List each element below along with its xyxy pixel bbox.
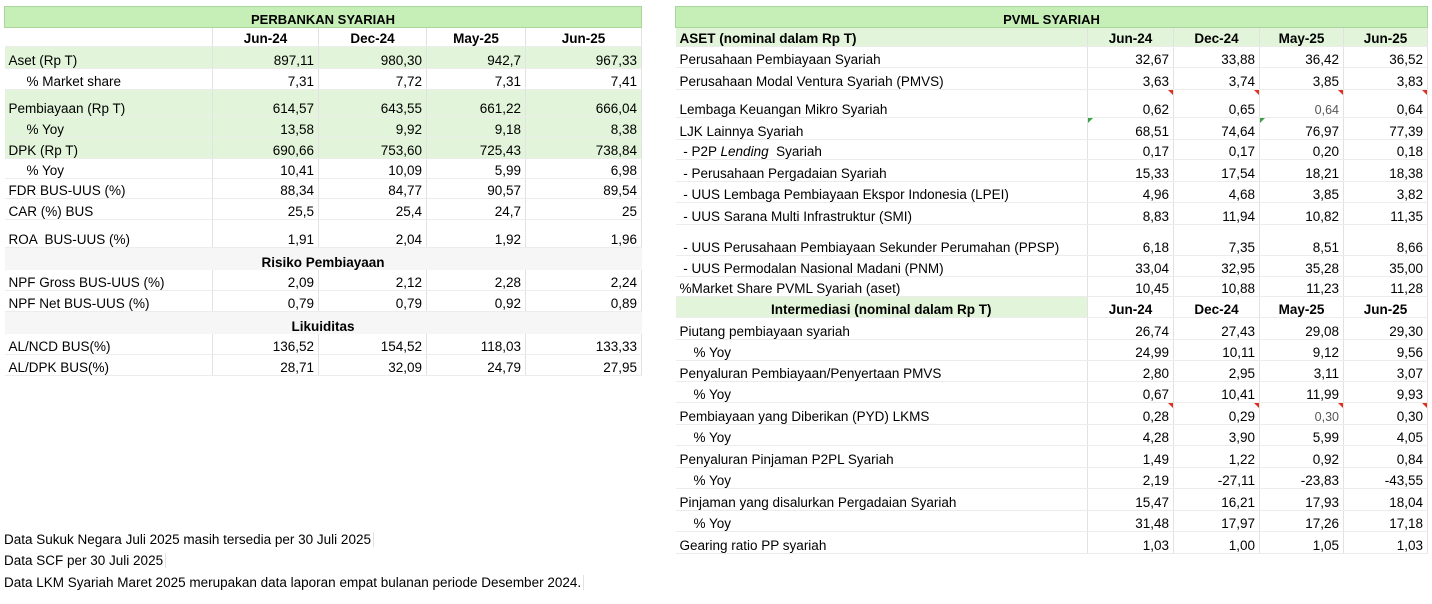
value-cell: 8,38 xyxy=(526,117,642,138)
table-row xyxy=(5,159,642,179)
table-row xyxy=(676,90,1428,118)
value-cell: 643,55 xyxy=(319,90,427,117)
row-label: % Yoy xyxy=(676,340,1088,361)
value-cell: 18,21 xyxy=(1260,160,1344,182)
table-row xyxy=(676,277,1428,297)
value-cell: 980,30 xyxy=(319,47,427,69)
value-cell: 32,67 xyxy=(1088,47,1174,68)
value-cell: 29,08 xyxy=(1260,318,1344,340)
row-label: DPK (Rp T) xyxy=(5,138,213,159)
value-cell: 2,28 xyxy=(427,270,526,291)
value-cell: 15,33 xyxy=(1088,160,1174,182)
value-cell: 4,68 xyxy=(1174,182,1260,203)
value-cell: 1,92 xyxy=(427,220,526,248)
value-cell: 13,58 xyxy=(213,117,319,138)
row-label: % Yoy xyxy=(676,382,1088,403)
table-row xyxy=(676,468,1428,489)
table-row xyxy=(5,138,642,159)
value-cell: 9,18 xyxy=(427,117,526,138)
row-label: CAR (%) BUS xyxy=(5,199,213,220)
value-cell: 35,28 xyxy=(1260,256,1344,277)
table-row xyxy=(676,256,1428,277)
value-cell: 25,4 xyxy=(319,199,427,220)
table-row xyxy=(676,118,1428,140)
row-label-italic: Lending xyxy=(720,144,769,159)
table-row xyxy=(5,291,642,312)
value-cell: 2,95 xyxy=(1174,361,1260,382)
value-cell: 3,85 xyxy=(1260,68,1344,90)
value-cell: 31,48 xyxy=(1088,511,1174,532)
value-cell: 0,17 xyxy=(1088,140,1174,160)
value-cell: 2,80 xyxy=(1088,361,1174,382)
value-cell: 3,82 xyxy=(1344,182,1428,203)
value-cell: 1,03 xyxy=(1344,532,1428,554)
value-cell: 3,07 xyxy=(1344,361,1428,382)
value-cell: 1,03 xyxy=(1088,532,1174,554)
value-cell: 11,23 xyxy=(1260,277,1344,297)
value-cell: 1,96 xyxy=(526,220,642,248)
col-header: Dec-24 xyxy=(319,28,427,47)
row-label: Gearing ratio PP syariah xyxy=(676,532,1088,554)
value-cell: 1,91 xyxy=(213,220,319,248)
value-cell: 0,84 xyxy=(1344,446,1428,468)
col-header: Jun-25 xyxy=(1344,297,1428,318)
row-label: % Yoy xyxy=(676,468,1088,489)
row-label: Pembiayaan (Rp T) xyxy=(5,90,213,117)
value-cell: 90,57 xyxy=(427,179,526,199)
row-label: NPF Gross BUS-UUS (%) xyxy=(5,270,213,291)
col-header: May-25 xyxy=(1260,297,1344,318)
value-cell: 88,34 xyxy=(213,179,319,199)
value-cell: 24,79 xyxy=(427,355,526,376)
col-header: May-25 xyxy=(427,28,526,47)
footnote: Data SCF per 30 Juli 2025 xyxy=(4,553,166,568)
intermediasi-header: Intermediasi (nominal dalam Rp T) xyxy=(676,297,1088,318)
value-cell: 942,7 xyxy=(427,47,526,69)
table-row xyxy=(5,90,642,117)
value-cell: 3,90 xyxy=(1174,425,1260,446)
row-label: % Yoy xyxy=(5,117,213,138)
value-cell: 154,52 xyxy=(319,334,427,355)
value-cell: 10,45 xyxy=(1088,277,1174,297)
row-label: % Yoy xyxy=(676,511,1088,532)
value-cell: 15,47 xyxy=(1088,489,1174,511)
value-cell: 2,09 xyxy=(213,270,319,291)
value-cell: 0,65 xyxy=(1174,90,1260,118)
liquidity-section-title: Likuiditas xyxy=(5,312,642,334)
value-cell: 9,93 xyxy=(1344,382,1428,403)
value-cell: 0,64 xyxy=(1344,90,1428,118)
value-cell: 29,30 xyxy=(1344,318,1428,340)
value-cell: 9,56 xyxy=(1344,340,1428,361)
col-header: Jun-24 xyxy=(213,28,319,47)
value-cell: 17,93 xyxy=(1260,489,1344,511)
col-header: Dec-24 xyxy=(1174,28,1260,47)
value-cell: 7,72 xyxy=(319,69,427,90)
value-cell: 25,5 xyxy=(213,199,319,220)
value-cell: 725,43 xyxy=(427,138,526,159)
row-label: - Perusahaan Pergadaian Syariah xyxy=(676,160,1088,182)
value-cell: 7,35 xyxy=(1174,225,1260,256)
table-row xyxy=(676,68,1428,90)
value-cell: 661,22 xyxy=(427,90,526,117)
value-cell: 17,26 xyxy=(1260,511,1344,532)
table-row xyxy=(676,225,1428,256)
table-row xyxy=(676,489,1428,511)
value-cell: 1,00 xyxy=(1174,532,1260,554)
value-cell: -43,55 xyxy=(1344,468,1428,489)
row-label: Pembiayaan yang Diberikan (PYD) LKMS xyxy=(676,403,1088,425)
value-cell: 17,97 xyxy=(1174,511,1260,532)
table-row xyxy=(5,199,642,220)
row-label: - UUS Lembaga Pembiayaan Ekspor Indonesia (LPEI) xyxy=(676,182,1088,203)
pvml-title: PVML SYARIAH xyxy=(676,7,1428,28)
table-row xyxy=(5,355,642,376)
col-header: Jun-24 xyxy=(1088,28,1174,47)
value-cell: 4,05 xyxy=(1344,425,1428,446)
value-cell: 24,99 xyxy=(1088,340,1174,361)
row-label: Perusahaan Modal Ventura Syariah (PMVS) xyxy=(676,68,1088,90)
value-cell: 11,28 xyxy=(1344,277,1428,297)
value-cell: 35,00 xyxy=(1344,256,1428,277)
value-cell: 0,79 xyxy=(319,291,427,312)
col-header: Dec-24 xyxy=(1174,297,1260,318)
value-cell: 3,11 xyxy=(1260,361,1344,382)
table-row xyxy=(676,382,1428,403)
table-row xyxy=(676,160,1428,182)
table-row xyxy=(676,532,1428,554)
footnote: Data Sukuk Negara Juli 2025 masih tersedia per 30 Juli 2025 xyxy=(4,532,374,547)
value-cell: 36,52 xyxy=(1344,47,1428,68)
row-label xyxy=(676,140,1088,160)
col-header: Jun-25 xyxy=(526,28,642,47)
value-cell: 5,99 xyxy=(427,159,526,179)
value-cell: 7,31 xyxy=(427,69,526,90)
value-cell: 0,17 xyxy=(1174,140,1260,160)
row-label: Perusahaan Pembiayaan Syariah xyxy=(676,47,1088,68)
value-cell: 2,04 xyxy=(319,220,427,248)
value-cell: 2,24 xyxy=(526,270,642,291)
table-row xyxy=(676,203,1428,225)
table-row xyxy=(5,334,642,355)
value-cell: 8,83 xyxy=(1088,203,1174,225)
value-cell: 0,30 xyxy=(1344,403,1428,425)
table-row xyxy=(676,446,1428,468)
table-row xyxy=(5,117,642,138)
value-cell: 738,84 xyxy=(526,138,642,159)
value-cell: 5,99 xyxy=(1260,425,1344,446)
value-cell: 0,79 xyxy=(213,291,319,312)
footnote: Data LKM Syariah Maret 2025 merupakan data laporan empat bulanan periode Desember 2024. xyxy=(4,575,584,590)
value-cell: 17,54 xyxy=(1174,160,1260,182)
value-cell: 26,74 xyxy=(1088,318,1174,340)
value-cell: 74,64 xyxy=(1174,118,1260,140)
value-cell: 9,92 xyxy=(319,117,427,138)
value-cell: 84,77 xyxy=(319,179,427,199)
perbankan-title: PERBANKAN SYARIAH xyxy=(5,7,642,28)
row-label: % Yoy xyxy=(676,425,1088,446)
value-cell: 10,09 xyxy=(319,159,427,179)
table-row xyxy=(676,140,1428,160)
value-cell: 0,67 xyxy=(1088,382,1174,403)
value-cell: 68,51 xyxy=(1088,118,1174,140)
row-label: ROA BUS-UUS (%) xyxy=(5,220,213,248)
value-cell: 16,21 xyxy=(1174,489,1260,511)
value-cell: 0,30 xyxy=(1260,403,1344,425)
row-label: LJK Lainnya Syariah xyxy=(676,118,1088,140)
value-cell: 76,97 xyxy=(1260,118,1344,140)
value-cell: 10,88 xyxy=(1174,277,1260,297)
value-cell: 136,52 xyxy=(213,334,319,355)
value-cell: 27,43 xyxy=(1174,318,1260,340)
value-cell: 10,41 xyxy=(213,159,319,179)
row-label: %Market Share PVML Syariah (aset) xyxy=(676,277,1088,297)
value-cell: 17,18 xyxy=(1344,511,1428,532)
risk-section-title: Risiko Pembiayaan xyxy=(5,248,642,270)
value-cell: 133,33 xyxy=(526,334,642,355)
value-cell: 0,92 xyxy=(1260,446,1344,468)
value-cell: 3,83 xyxy=(1344,68,1428,90)
value-cell: 18,38 xyxy=(1344,160,1428,182)
row-label: % Yoy xyxy=(5,159,213,179)
value-cell: -23,83 xyxy=(1260,468,1344,489)
row-label: Aset (Rp T) xyxy=(5,47,213,69)
value-cell: 11,94 xyxy=(1174,203,1260,225)
value-cell: 24,7 xyxy=(427,199,526,220)
table-row xyxy=(676,511,1428,532)
row-label: - UUS Sarana Multi Infrastruktur (SMI) xyxy=(676,203,1088,225)
value-cell: 897,11 xyxy=(213,47,319,69)
row-label: NPF Net BUS-UUS (%) xyxy=(5,291,213,312)
table-row xyxy=(676,318,1428,340)
value-cell: 77,39 xyxy=(1344,118,1428,140)
row-label: AL/NCD BUS(%) xyxy=(5,334,213,355)
value-cell: 3,74 xyxy=(1174,68,1260,90)
value-cell: 0,62 xyxy=(1088,90,1174,118)
aset-header: ASET (nominal dalam Rp T) xyxy=(676,28,1088,47)
row-label: Penyaluran Pembiayaan/Penyertaan PMVS xyxy=(676,361,1088,382)
value-cell: 4,28 xyxy=(1088,425,1174,446)
value-cell: 3,85 xyxy=(1260,182,1344,203)
value-cell: 11,35 xyxy=(1344,203,1428,225)
value-cell: 10,41 xyxy=(1174,382,1260,403)
table-row xyxy=(5,69,642,90)
table-row xyxy=(676,340,1428,361)
value-cell: 0,64 xyxy=(1260,90,1344,118)
table-row xyxy=(676,425,1428,446)
value-cell: 1,22 xyxy=(1174,446,1260,468)
pvml-syariah-table xyxy=(675,6,1428,554)
row-label: Lembaga Keuangan Mikro Syariah xyxy=(676,90,1088,118)
row-label: Piutang pembiayaan syariah xyxy=(676,318,1088,340)
value-cell: -27,11 xyxy=(1174,468,1260,489)
col-header: Jun-24 xyxy=(1088,297,1174,318)
value-cell: 0,89 xyxy=(526,291,642,312)
value-cell: 10,82 xyxy=(1260,203,1344,225)
value-cell: 753,60 xyxy=(319,138,427,159)
value-cell: 7,41 xyxy=(526,69,642,90)
value-cell: 7,31 xyxy=(213,69,319,90)
value-cell: 9,12 xyxy=(1260,340,1344,361)
table-row xyxy=(676,182,1428,203)
table-row xyxy=(5,47,642,69)
value-cell: 0,28 xyxy=(1088,403,1174,425)
value-cell: 33,88 xyxy=(1174,47,1260,68)
row-label-text: Syariah xyxy=(768,144,822,159)
table-row xyxy=(5,179,642,199)
table-row xyxy=(676,47,1428,68)
value-cell: 28,71 xyxy=(213,355,319,376)
value-cell: 3,63 xyxy=(1088,68,1174,90)
value-cell: 690,66 xyxy=(213,138,319,159)
value-cell: 8,51 xyxy=(1260,225,1344,256)
row-label: Pinjaman yang disalurkan Pergadaian Syariah xyxy=(676,489,1088,511)
row-label: FDR BUS-UUS (%) xyxy=(5,179,213,199)
value-cell: 6,18 xyxy=(1088,225,1174,256)
value-cell: 0,29 xyxy=(1174,403,1260,425)
value-cell: 32,09 xyxy=(319,355,427,376)
value-cell: 0,20 xyxy=(1260,140,1344,160)
value-cell: 666,04 xyxy=(526,90,642,117)
value-cell: 36,42 xyxy=(1260,47,1344,68)
value-cell: 967,33 xyxy=(526,47,642,69)
value-cell: 33,04 xyxy=(1088,256,1174,277)
value-cell: 0,18 xyxy=(1344,140,1428,160)
row-label: - UUS Perusahaan Pembiayaan Sekunder Perumahan (PPSP) xyxy=(676,225,1088,256)
value-cell: 32,95 xyxy=(1174,256,1260,277)
value-cell: 2,12 xyxy=(319,270,427,291)
value-cell: 18,04 xyxy=(1344,489,1428,511)
value-cell: 2,19 xyxy=(1088,468,1174,489)
table-row xyxy=(5,220,642,248)
row-label: % Market share xyxy=(5,69,213,90)
value-cell: 614,57 xyxy=(213,90,319,117)
row-label: AL/DPK BUS(%) xyxy=(5,355,213,376)
value-cell: 8,66 xyxy=(1344,225,1428,256)
value-cell: 1,49 xyxy=(1088,446,1174,468)
value-cell: 25 xyxy=(526,199,642,220)
row-label: Penyaluran Pinjaman P2PL Syariah xyxy=(676,446,1088,468)
table-row xyxy=(676,403,1428,425)
value-cell: 89,54 xyxy=(526,179,642,199)
col-header: Jun-25 xyxy=(1344,28,1428,47)
value-cell: 6,98 xyxy=(526,159,642,179)
value-cell: 27,95 xyxy=(526,355,642,376)
perbankan-syariah-table xyxy=(4,6,642,376)
value-cell: 10,11 xyxy=(1174,340,1260,361)
col-header: May-25 xyxy=(1260,28,1344,47)
value-cell: 11,99 xyxy=(1260,382,1344,403)
row-label-text: - P2P xyxy=(679,144,721,159)
value-cell: 118,03 xyxy=(427,334,526,355)
value-cell: 4,96 xyxy=(1088,182,1174,203)
table-row xyxy=(5,270,642,291)
value-cell: 0,92 xyxy=(427,291,526,312)
table-row xyxy=(676,361,1428,382)
value-cell: 1,05 xyxy=(1260,532,1344,554)
row-label: - UUS Permodalan Nasional Madani (PNM) xyxy=(676,256,1088,277)
